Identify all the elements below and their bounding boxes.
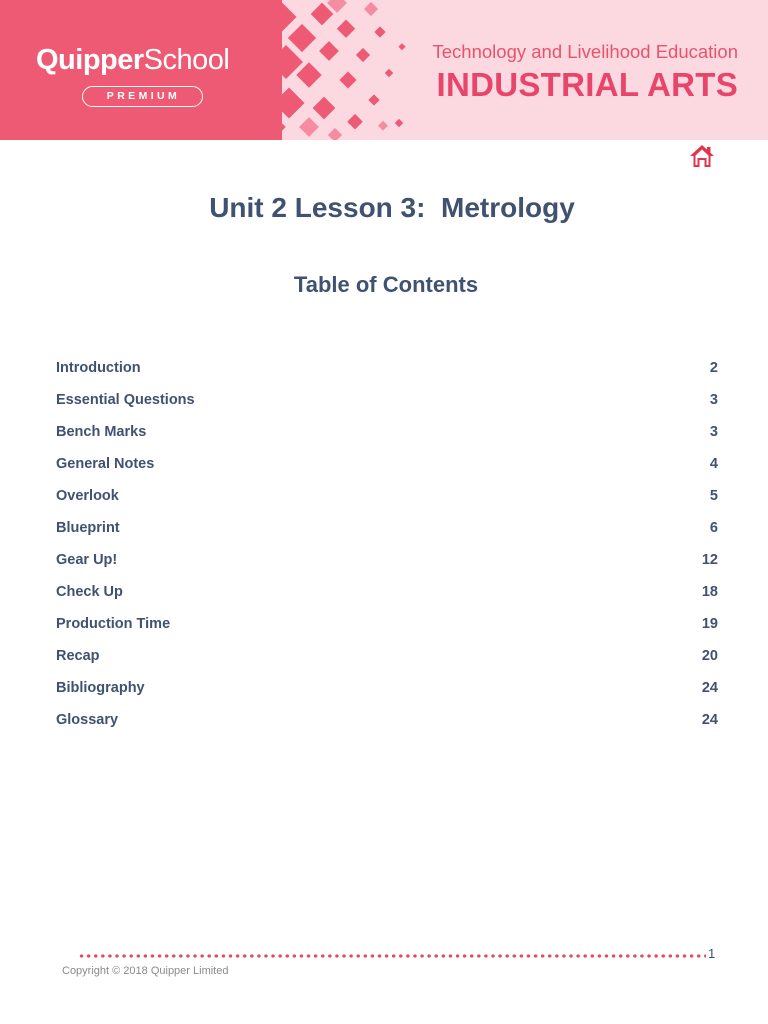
toc-entry-page-number: 3 — [709, 424, 718, 440]
quipper-school-logo — [36, 40, 229, 80]
toc-entry-label: Gear Up! — [56, 552, 118, 568]
toc-entry-bibliography[interactable] — [56, 672, 718, 704]
toc-entry-blueprint[interactable] — [56, 512, 718, 544]
toc-entry-label: Production Time — [56, 616, 171, 632]
toc-entry-label: Bibliography — [56, 680, 145, 696]
toc-entry-page-number: 20 — [701, 648, 718, 664]
home-icon — [688, 142, 716, 170]
toc-entry-gear-up[interactable] — [56, 544, 718, 576]
toc-entry-page-number: 5 — [709, 488, 718, 504]
toc-entry-page-number: 3 — [709, 392, 718, 408]
premium-badge: PREMIUM — [82, 86, 203, 107]
toc-entry-introduction[interactable] — [56, 352, 718, 384]
toc-entry-label: Essential Questions — [56, 392, 195, 408]
toc-entry-label: Recap — [56, 648, 100, 664]
toc-entry-essential-questions[interactable] — [56, 384, 718, 416]
toc-entry-bench-marks[interactable] — [56, 416, 718, 448]
toc-entry-page-number: 24 — [701, 680, 718, 696]
toc-entry-label: Blueprint — [56, 520, 120, 536]
home-button[interactable] — [688, 142, 716, 170]
toc-heading: Table of Contents — [293, 272, 479, 297]
subject-title: INDUSTRIAL ARTS — [436, 66, 738, 103]
page-number: 1 — [708, 946, 716, 961]
diamond-pattern-decoration — [230, 0, 430, 140]
toc-entry-page-number: 19 — [701, 616, 718, 632]
brand-name-bold: Quipper — [36, 44, 144, 76]
toc-entry-label: Check Up — [56, 584, 123, 600]
toc-entry-recap[interactable] — [56, 640, 718, 672]
toc-entry-label: General Notes — [56, 456, 155, 472]
toc-entry-page-number: 18 — [701, 584, 718, 600]
toc-entry-page-number: 2 — [709, 360, 718, 376]
toc-entry-glossary[interactable] — [56, 704, 718, 736]
table-of-contents — [56, 352, 718, 736]
toc-entry-label: Glossary — [56, 712, 119, 728]
toc-entry-production-time[interactable] — [56, 608, 718, 640]
copyright-notice: Copyright © 2018 Quipper Limited — [62, 965, 229, 977]
toc-entry-check-up[interactable] — [56, 576, 718, 608]
subject-subtitle: Technology and Livelihood Education — [432, 41, 738, 62]
brand-name-light: School — [143, 44, 230, 76]
lesson-title: Unit 2 Lesson 3: Metrology — [209, 192, 575, 223]
toc-entry-label: Bench Marks — [56, 424, 147, 440]
toc-entry-overlook[interactable] — [56, 480, 718, 512]
footer-dotted-rule — [78, 953, 706, 959]
toc-entry-page-number: 4 — [709, 456, 718, 472]
header-banner — [0, 0, 768, 140]
toc-entry-page-number: 12 — [701, 552, 718, 568]
toc-entry-general-notes[interactable] — [56, 448, 718, 480]
toc-entry-label: Introduction — [56, 360, 141, 376]
toc-entry-page-number: 6 — [709, 520, 718, 536]
toc-entry-label: Overlook — [56, 488, 119, 504]
toc-entry-page-number: 24 — [701, 712, 718, 728]
